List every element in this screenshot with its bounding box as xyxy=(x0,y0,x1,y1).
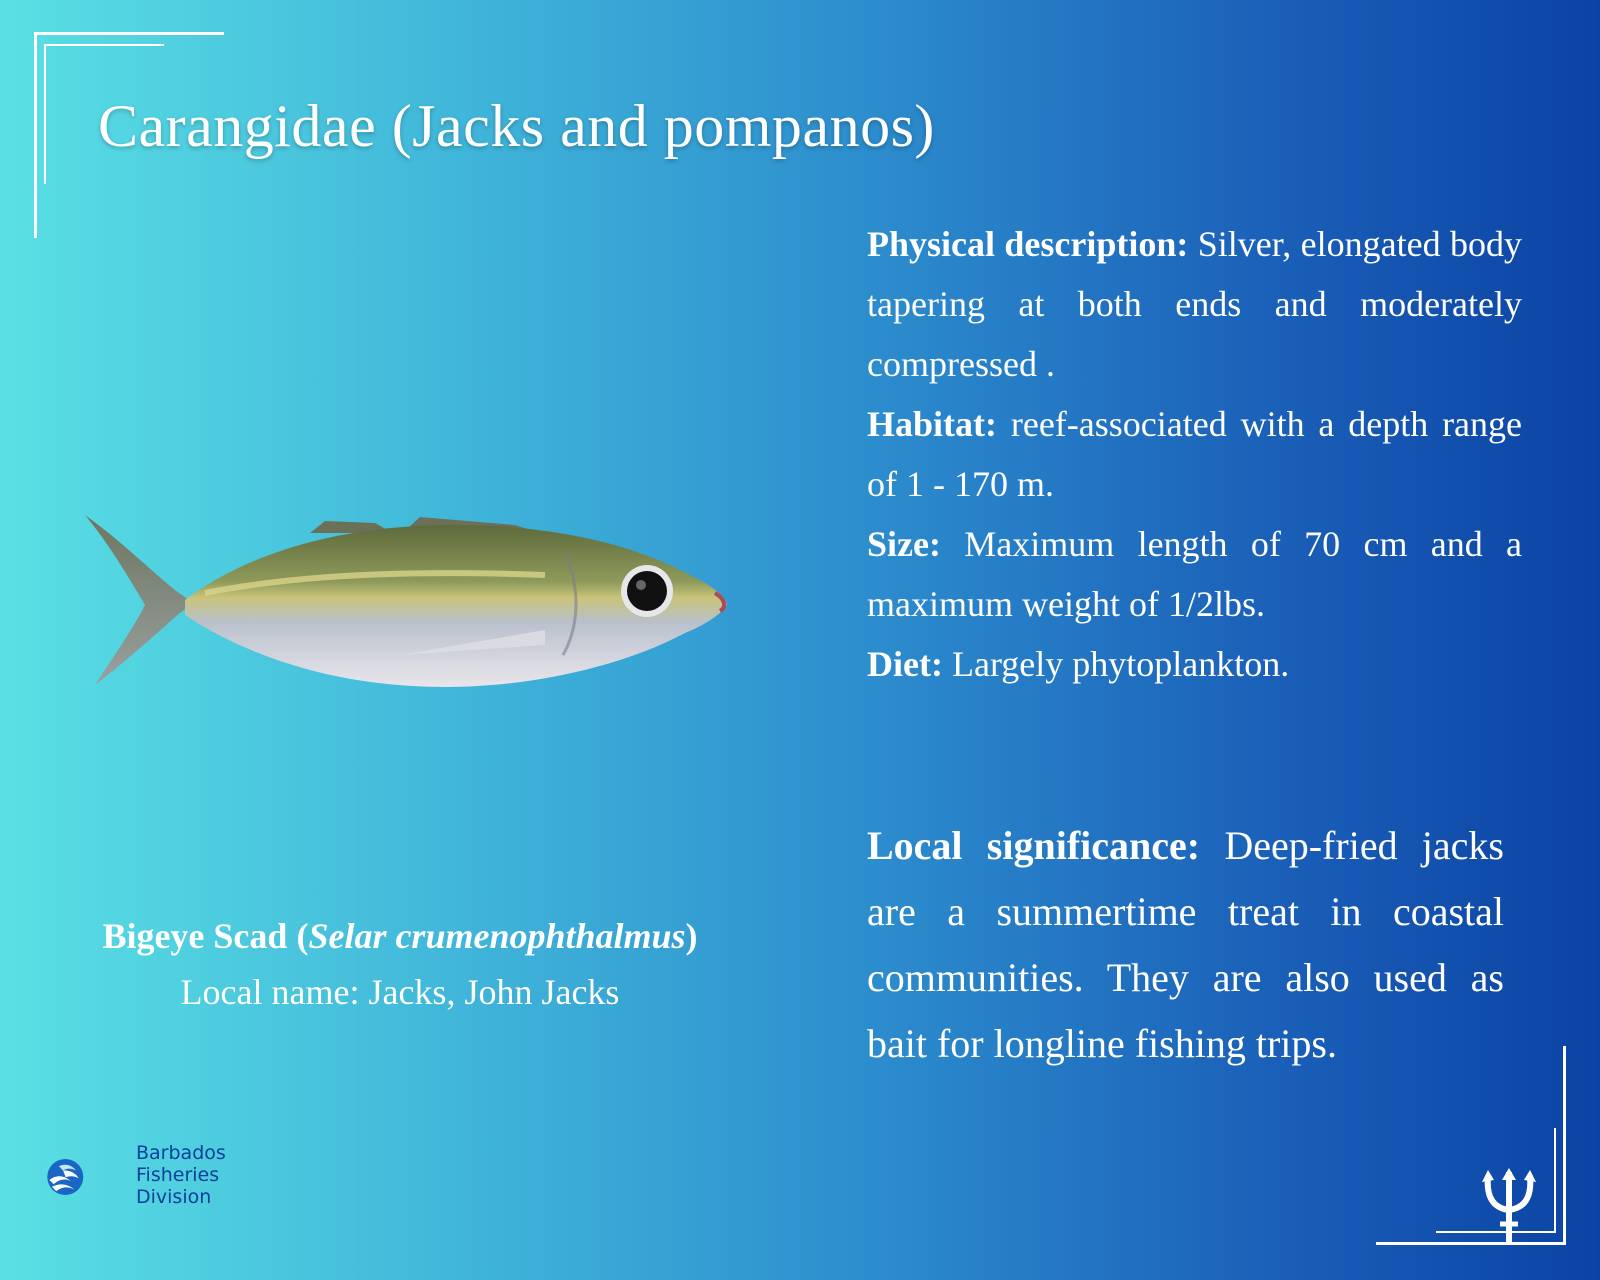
physical-label: Physical description: xyxy=(867,224,1189,264)
logo-line-1: Barbados xyxy=(136,1142,226,1164)
local-significance xyxy=(867,813,1504,1077)
species-details xyxy=(867,214,1522,694)
significance-label: Local significance: xyxy=(867,823,1201,868)
frame-corner-top-left-outer-v xyxy=(34,32,37,238)
frame-corner-top-left-outer-h xyxy=(34,32,224,35)
trident-icon xyxy=(1480,1168,1538,1244)
logo-line-3: Division xyxy=(136,1186,212,1208)
size-label: Size: xyxy=(867,524,941,564)
fish-illustration xyxy=(75,515,745,705)
diet-text: Largely phytoplankton. xyxy=(951,644,1290,684)
fisheries-logo-icon xyxy=(46,1132,136,1222)
significance-text: Deep-fried jacks are a summertime treat in coastal communities. They are also used as bait for longline fishing trips. xyxy=(867,823,1504,1066)
local-name-value: Jacks, John Jacks xyxy=(368,972,620,1012)
physical-text: Silver, elongated body tapering at both ends and moderately compressed . xyxy=(867,224,1522,384)
frame-corner-bottom-right-inner-v xyxy=(1554,1128,1556,1233)
local-name xyxy=(60,971,740,1013)
physical-description xyxy=(867,214,1522,394)
scientific-name: Selar crumenophthalmus xyxy=(308,916,686,956)
habitat-text: reef-associated with a depth range of 1 - 170 m. xyxy=(867,404,1523,504)
diet xyxy=(867,634,1522,694)
habitat-label: Habitat: xyxy=(867,404,997,444)
size-text: Maximum length of 70 cm and a maximum weight of 1/2lbs. xyxy=(867,524,1523,624)
frame-corner-top-left-inner-v xyxy=(44,44,46,184)
species-caption xyxy=(60,915,740,1013)
frame-corner-top-left-inner-h xyxy=(44,44,164,46)
species-name: Bigeye Scad (Selar crumenophthalmus) xyxy=(102,916,698,956)
frame-corner-bottom-right-outer-v xyxy=(1563,1046,1566,1245)
logo-line-2: Fisheries xyxy=(136,1164,220,1186)
logo-text xyxy=(136,1142,226,1208)
diet-label: Diet: xyxy=(867,644,943,684)
local-name-label: Local name: xyxy=(180,972,360,1012)
common-name: Bigeye Scad xyxy=(102,916,288,956)
size xyxy=(867,514,1522,634)
page-title: Carangidae (Jacks and pompanos) xyxy=(98,93,935,159)
habitat xyxy=(867,394,1522,514)
